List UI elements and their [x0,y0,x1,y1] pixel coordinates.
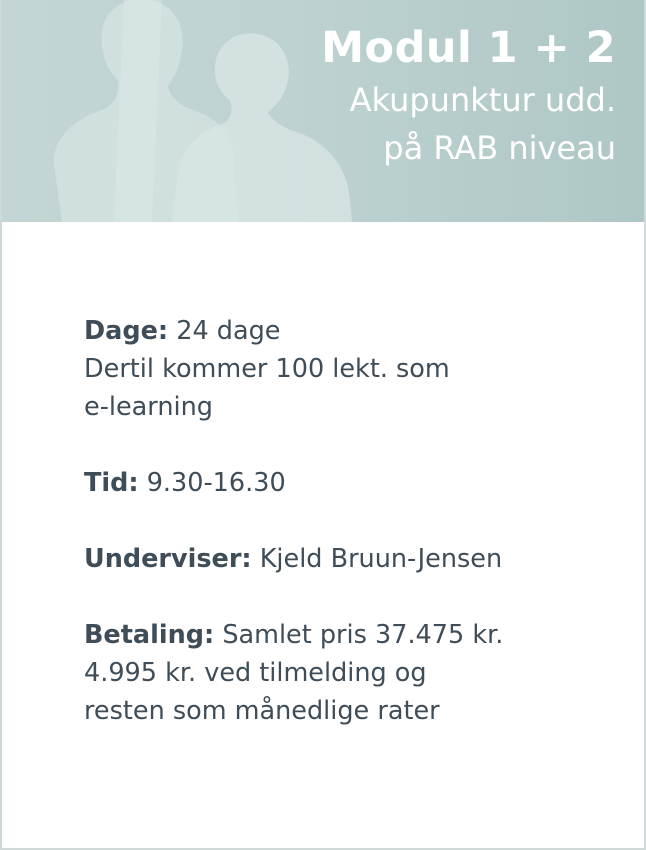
teacher-value: Kjeld Bruun-Jensen [251,544,503,574]
days-extra-line-1: Dertil kommer 100 lekt. som [84,354,450,384]
days-line [84,312,624,350]
days-label: Dage: [84,316,169,346]
payment-extra-line-1: 4.995 kr. ved tilmelding og [84,658,427,688]
time-label: Tid: [84,468,139,498]
header-text [321,20,616,172]
time-value: 9.30-16.30 [138,468,286,498]
detail-days [84,312,624,426]
payment-line [84,616,624,654]
days-value: 24 dage [168,316,281,346]
days-extra-line-2: e-learning [84,392,213,422]
course-header [2,0,644,222]
course-details [84,312,624,768]
time-line [84,464,624,502]
detail-time [84,464,624,502]
payment-label: Betaling: [84,620,215,650]
teacher-line [84,540,624,578]
detail-teacher [84,540,624,578]
payment-value: Samlet pris 37.475 kr. [214,620,504,650]
teacher-label: Underviser: [84,544,252,574]
payment-extra-line-2: resten som månedlige rater [84,696,440,726]
detail-payment [84,616,624,730]
course-subtitle-line-2: på RAB niveau [383,129,616,167]
course-title: Modul 1 + 2 [321,23,616,73]
course-subtitle-line-1: Akupunktur udd. [349,81,616,119]
